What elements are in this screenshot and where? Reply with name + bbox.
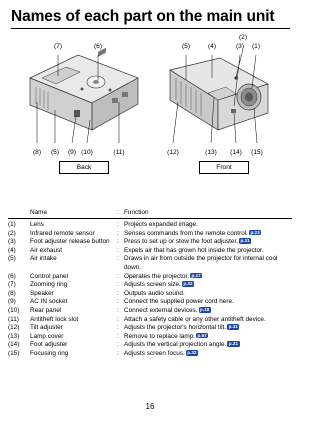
table-row (8, 247, 292, 256)
page-reference-link[interactable]: p.32 (187, 349, 197, 355)
table-row (8, 307, 292, 316)
part-name: Tilt adjuster (30, 324, 63, 332)
part-name: Air intake (30, 255, 57, 263)
projector-front-view (170, 49, 268, 143)
table-row (8, 324, 292, 333)
row-number: (11) (8, 315, 19, 323)
part-function-text: Senses commands from the remote control. (124, 229, 248, 237)
part-function-text: Adjusts the vertical projection angle. (124, 341, 227, 349)
row-colon: : (117, 349, 119, 357)
table-row (8, 350, 292, 359)
page-reference-link[interactable]: p.31 (228, 324, 238, 330)
row-number: (14) (8, 341, 20, 349)
part-name: Control panel (30, 272, 69, 280)
table-row (8, 298, 292, 307)
row-number: (10) (8, 306, 20, 314)
part-name: Lamp cover (30, 332, 64, 340)
header-colon: : (117, 209, 119, 216)
front-view-label: Front (199, 161, 249, 174)
part-name: Antitheft lock slot (30, 315, 79, 323)
page-reference-link[interactable]: p.57 (197, 332, 207, 338)
row-colon: : (117, 221, 119, 228)
callout-11: (11) (113, 149, 125, 156)
callout-14: (14) (230, 149, 242, 156)
part-name: Zooming ring (30, 281, 68, 289)
row-number: (9) (8, 298, 16, 306)
page-reference-link[interactable]: p.18 (200, 306, 210, 312)
page-reference-link[interactable]: p.17 (191, 272, 201, 278)
page-reference-link[interactable]: p.31 (228, 341, 239, 347)
part-function-text: Outputs audio sound. (124, 289, 185, 297)
row-colon: : (117, 238, 119, 246)
table-row (8, 290, 292, 299)
part-function (124, 298, 292, 307)
part-function-text: Connect the supplied power cord here. (124, 298, 234, 306)
row-number: (6) (8, 272, 16, 280)
callout-15: (15) (251, 149, 263, 156)
callout-2: (2) (238, 34, 248, 41)
header-name: Name (30, 209, 48, 216)
callout-3: (3) (235, 43, 245, 50)
row-colon: : (117, 315, 119, 323)
table-row (8, 273, 292, 282)
projector-illustration (0, 0, 300, 200)
part-name: Focusing ring (30, 349, 69, 357)
row-number: (7) (8, 281, 16, 289)
part-function-text: Remove to replace lamp. (124, 332, 196, 340)
row-colon: : (117, 281, 119, 289)
part-name: Infrared remote sensor (30, 229, 95, 237)
part-name: Foot adjuster release button (30, 238, 110, 246)
part-function-text: Attach a safety cable or any other antitheft device. (124, 315, 266, 323)
part-function-text: Draws in air from outside the projector for internal cool down. (124, 255, 278, 271)
callout-13: (13) (205, 149, 217, 156)
part-function-text: Adjusts screen focus. (124, 349, 185, 357)
part-name: Foot adjuster (30, 341, 68, 349)
part-function-text: Adjusts the projector's horizontal tilt. (124, 324, 227, 332)
callout-10: (10) (81, 149, 93, 156)
part-name: AC IN socket (30, 298, 68, 306)
row-number: (12) (8, 324, 20, 332)
part-name: Lens (30, 221, 44, 228)
part-name: Rear panel (30, 306, 62, 314)
row-colon: : (117, 324, 119, 332)
callout-1: (1) (251, 43, 261, 50)
part-function-text: Projects expanded image. (124, 221, 198, 228)
row-number: (3) (8, 238, 16, 246)
parts-table-body (8, 219, 292, 359)
row-number: (2) (8, 229, 16, 237)
part-function (124, 238, 292, 247)
parts-table (8, 207, 292, 359)
callout-7-top: (7) (53, 43, 63, 50)
table-row (8, 238, 292, 247)
row-colon: : (117, 332, 119, 340)
row-colon: : (117, 246, 119, 254)
row-colon: : (117, 298, 119, 306)
callout-8: (8) (32, 149, 42, 156)
part-function (124, 316, 292, 325)
table-row (8, 221, 292, 230)
row-number: (5) (8, 255, 16, 263)
row-colon: : (117, 272, 119, 280)
part-function (124, 290, 292, 299)
table-row (8, 316, 292, 325)
table-row (8, 341, 292, 350)
part-function (124, 333, 292, 342)
page-reference-link[interactable]: p.32 (183, 281, 193, 287)
row-number: (13) (8, 332, 20, 340)
table-row (8, 230, 292, 239)
part-function-text: Adjusts screen size. (124, 281, 181, 289)
page-reference-link[interactable]: p.23 (250, 229, 260, 235)
row-colon: : (117, 255, 119, 263)
part-function (124, 255, 292, 272)
callout-12: (12) (167, 149, 179, 156)
part-name: Air exhaust (30, 246, 62, 254)
page-title: Names of each part on the main unit (11, 8, 275, 25)
callout-5-bottom: (5) (50, 149, 60, 156)
header-function: Function (124, 209, 149, 216)
callout-9: (9) (67, 149, 77, 156)
page-reference-link[interactable]: p.31 (240, 238, 250, 244)
back-view-label: Back (59, 161, 109, 174)
part-function (124, 273, 292, 282)
row-number: (8) (8, 289, 16, 297)
part-name: Speaker (30, 289, 54, 297)
part-function-text: Expels air that has grown hot inside the projector. (124, 246, 264, 254)
page-number: 16 (145, 402, 155, 411)
part-function (124, 247, 292, 256)
callout-4: (4) (207, 43, 217, 50)
row-number: (1) (8, 221, 16, 228)
row-number: (4) (8, 246, 16, 254)
table-row (8, 281, 292, 290)
row-number: (15) (8, 349, 20, 357)
part-function-text: Operates the projector. (124, 272, 190, 280)
row-colon: : (117, 229, 119, 237)
callout-5-top: (5) (181, 43, 191, 50)
parts-table-header (8, 207, 292, 219)
part-function-text: Connect external devices. (124, 306, 198, 314)
part-function (124, 350, 292, 359)
part-function (124, 230, 292, 239)
row-colon: : (117, 289, 119, 297)
projector-back-view (30, 48, 138, 143)
part-function (124, 324, 292, 333)
row-colon: : (117, 341, 119, 349)
row-colon: : (117, 306, 119, 314)
table-row (8, 333, 292, 342)
table-row (8, 255, 292, 272)
part-function (124, 307, 292, 316)
part-function (124, 221, 292, 230)
part-function-text: Press to set up or stow the foot adjuster. (124, 238, 239, 246)
part-function (124, 281, 292, 290)
callout-6: (6) (93, 43, 103, 50)
part-function (124, 341, 292, 350)
